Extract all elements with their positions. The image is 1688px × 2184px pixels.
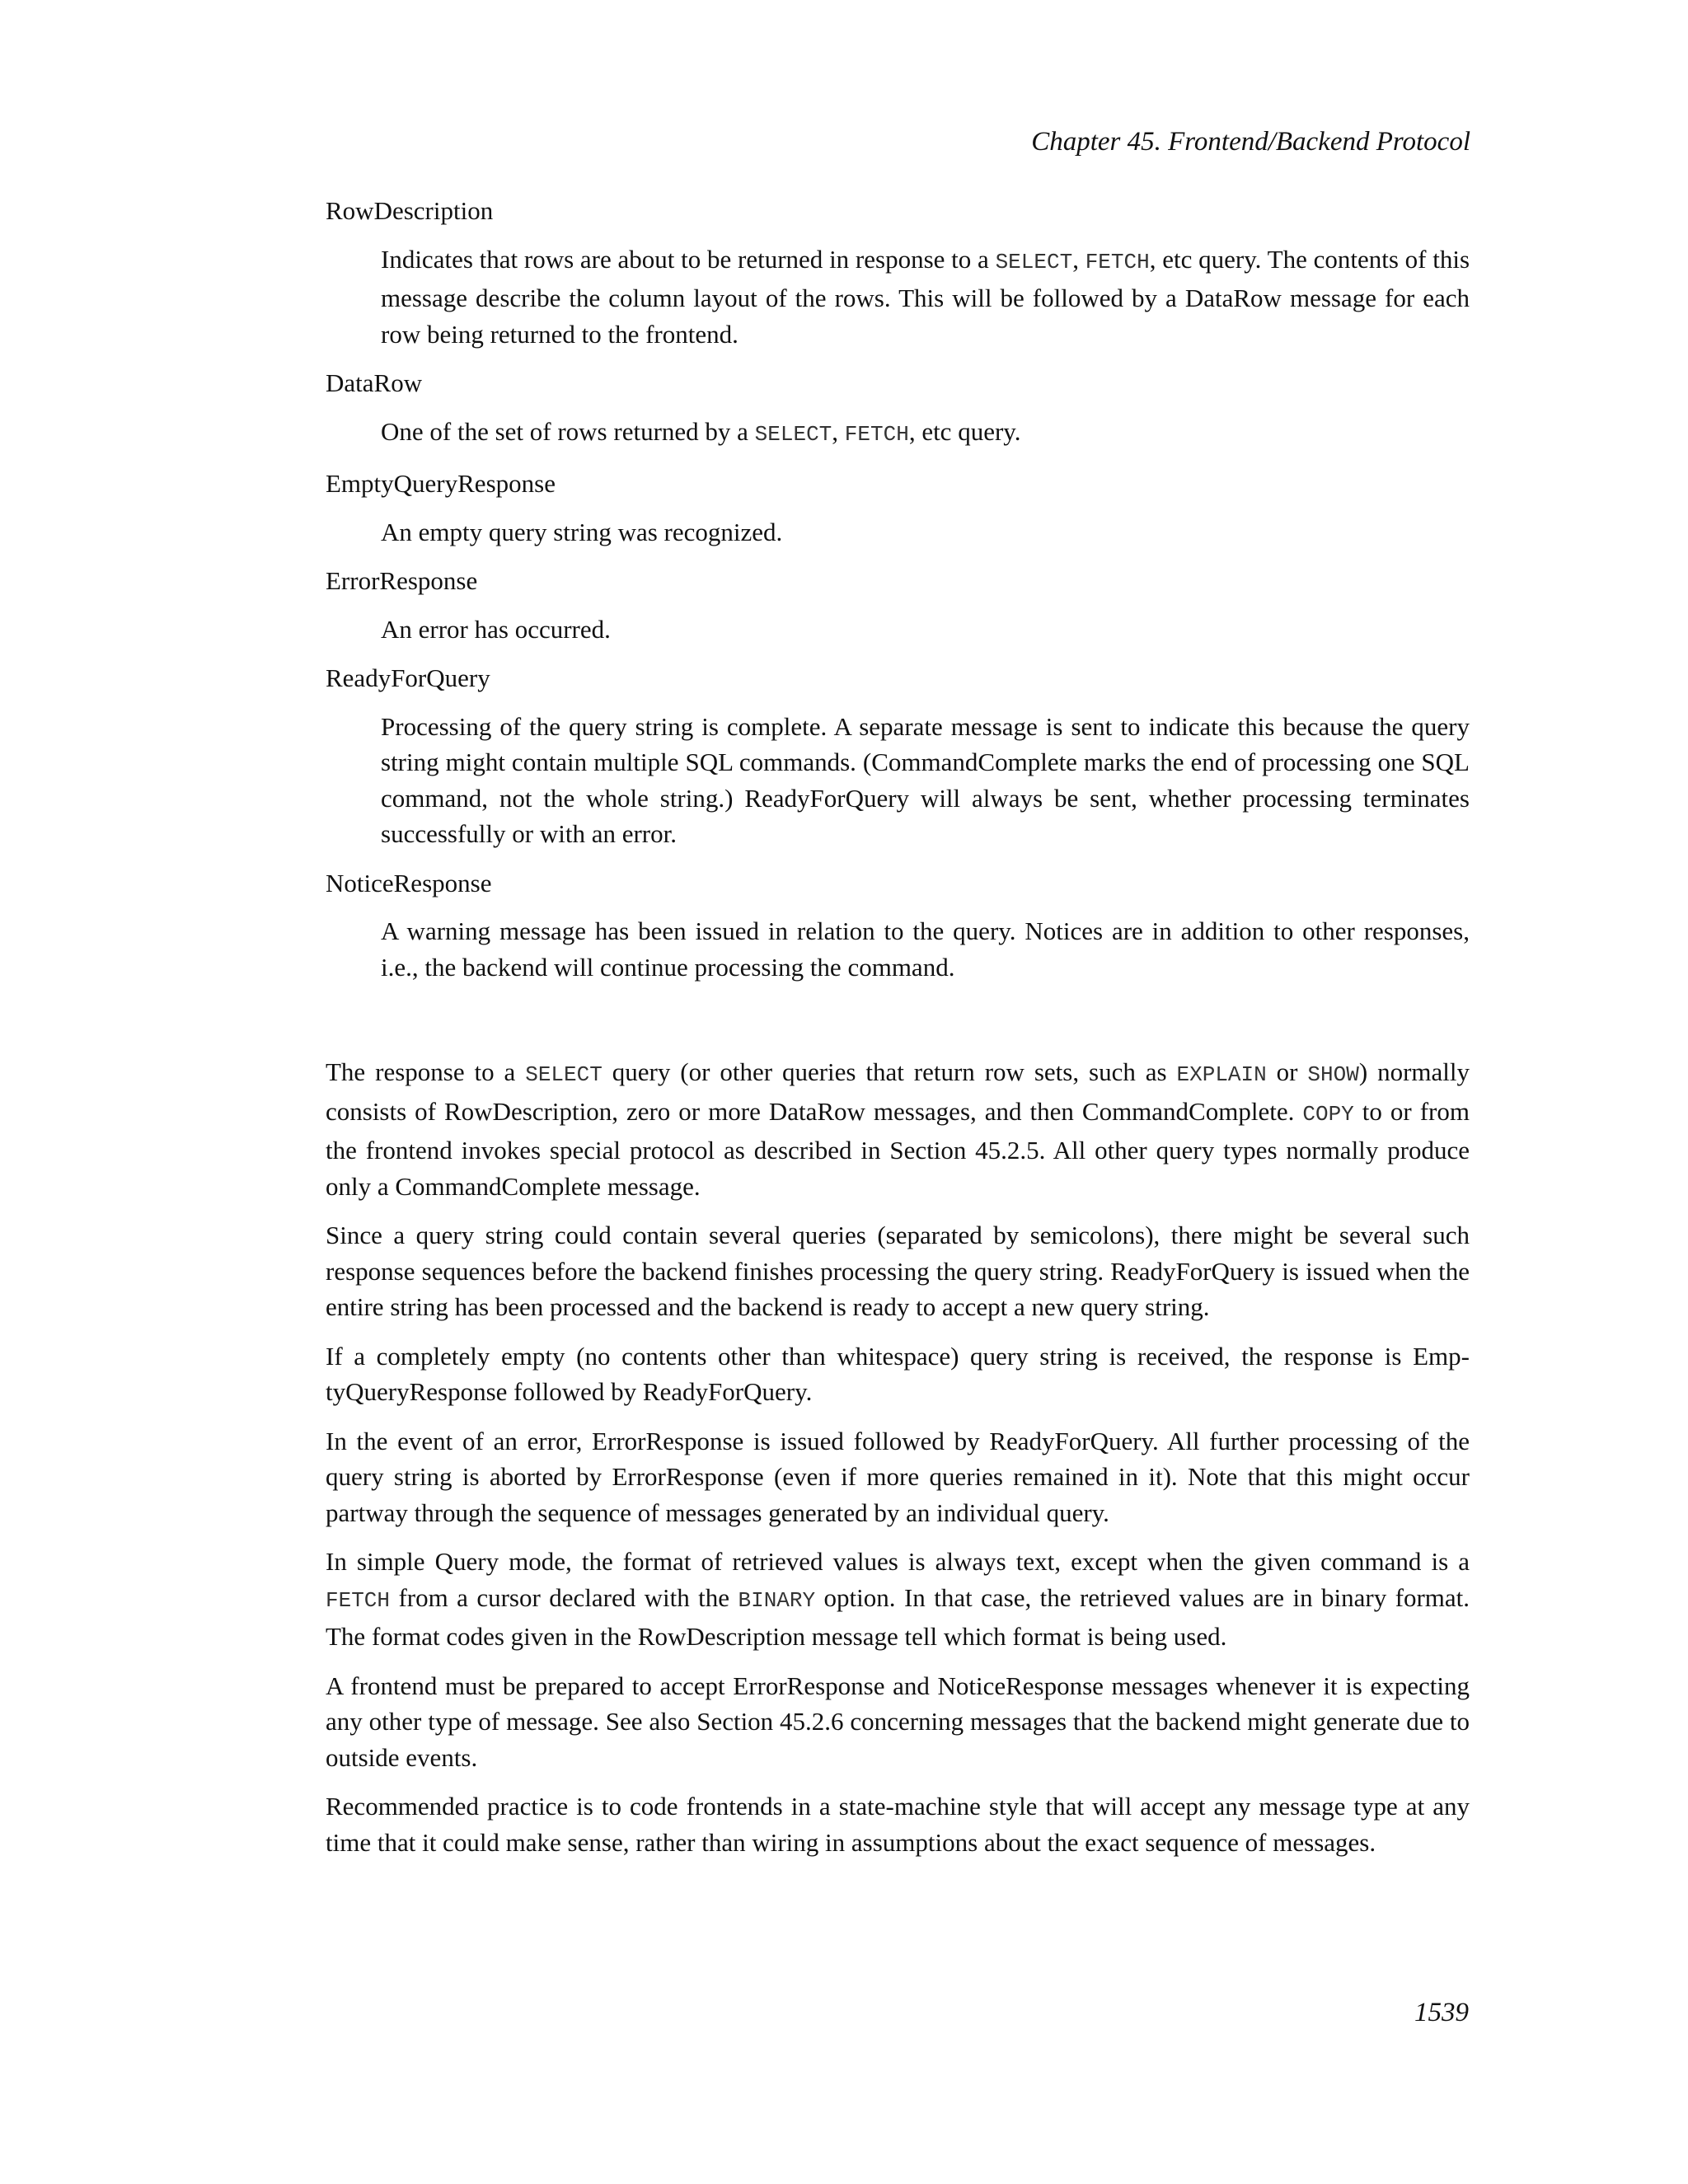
definition-text (381, 913, 1470, 985)
text-run: A warning message has been issued in relation to the query. Notices are in addition to other responses, i.e., the backend will continue processing the command. (381, 916, 1470, 982)
text-run: An error has occurred. (381, 614, 611, 644)
message-definition (381, 414, 1470, 453)
text-run: Since a query string could contain several queries (separated by semicolons), there might be several such response sequences before the backend finishes processing the query string. ReadyForQuery is issued when the entire string has been processed and the backend is ready to accept a new query string. (326, 1221, 1470, 1321)
text-run: In simple Query mode, the format of retrieved values is always text, except when the given command is a (326, 1547, 1470, 1576)
definition-text (381, 709, 1470, 852)
message-term: ErrorResponse (326, 566, 478, 595)
page-content (326, 193, 1470, 1873)
definition-text (381, 414, 1470, 453)
text-run: If a completely empty (no contents other than whitespace) query string is received, the response is EmptyQueryResponse followed by ReadyForQuery. (326, 1341, 1470, 1406)
text-run: or (1266, 1057, 1308, 1086)
message-term: NoticeResponse (326, 868, 492, 898)
text-run: , (832, 416, 845, 446)
text-run: Indicates that rows are about to be returned in response to a (381, 244, 996, 274)
inline-code: FETCH (1085, 249, 1150, 274)
inline-code: SHOW (1307, 1062, 1359, 1087)
text-run: Processing of the query string is complete. A separate message is sent to indicate this because the query string might contain multiple SQL commands. (CommandComplete marks the end of processing one SQL command, not the whole string.) ReadyForQuery will always be sent, whether processing terminates successfully or with an error. (381, 711, 1470, 848)
inline-code: FETCH (326, 1587, 391, 1613)
text-run: Recommended practice is to code frontends in a state-machine style that will accept any message type at any time that it could make sense, rather than wiring in assumptions about the exact sequence of messages. (326, 1792, 1470, 1857)
inline-code: FETCH (844, 421, 909, 447)
body-paragraph (326, 1788, 1470, 1860)
running-header: Chapter 45. Frontend/Backend Protocol (1031, 127, 1470, 157)
message-definition (381, 612, 1470, 648)
message-term: ReadyForQuery (326, 663, 490, 692)
definition-text (381, 241, 1470, 353)
message-definition (381, 514, 1470, 551)
definition-text (381, 612, 1470, 648)
inline-code: SELECT (995, 249, 1073, 274)
definition-text (381, 514, 1470, 551)
text-run: , (1072, 244, 1085, 274)
message-term: EmptyQueryResponse (326, 469, 556, 498)
message-definition (381, 913, 1470, 985)
body-paragraph (326, 1668, 1470, 1776)
section-spacer (326, 998, 1470, 1054)
body-paragraph (326, 1054, 1470, 1204)
body-paragraph (326, 1217, 1470, 1325)
body-paragraph (326, 1338, 1470, 1410)
text-run: A frontend must be prepared to accept ErrorResponse and NoticeResponse messages whenever it is expecting any other type of message. See also Section 45.2.6 concerning messages that the backend might generate due to outside events. (326, 1671, 1470, 1772)
inline-code: SELECT (525, 1062, 603, 1087)
message-term: DataRow (326, 368, 423, 397)
message-definition (381, 709, 1470, 852)
message-definition-list (326, 193, 1470, 985)
text-run: option. In that case, the retrieved values are in binary format. The format codes given in the RowDescription message tell which format is being used. (326, 1582, 1470, 1651)
text-run: One of the set of rows returned by a (381, 416, 755, 446)
text-run: In the event of an error, ErrorResponse is issued followed by ReadyForQuery. All further processing of the query string is aborted by ErrorResponse (even if more queries remained in it). Note that this might occur partway through the sequence of messages generated by an individual query. (326, 1426, 1470, 1527)
inline-code: BINARY (738, 1587, 816, 1613)
text-run: , etc query. (908, 416, 1021, 446)
text-run: An empty query string was recognized. (381, 517, 783, 546)
inline-code: COPY (1302, 1101, 1354, 1127)
text-run: query (or other queries that return row sets, such as (602, 1057, 1177, 1086)
message-term: RowDescription (326, 196, 494, 225)
text-run: , etc query. The contents of this message describe the column layout of the rows. This will be followed by a DataRow message for each row being returned to the frontend. (381, 244, 1470, 349)
body-paragraph (326, 1423, 1470, 1531)
text-run: The response to a (326, 1057, 526, 1086)
text-run: to or from the frontend invokes special protocol as described in Section 45.2.5. All other query types normally produce only a CommandComplete message. (326, 1096, 1470, 1201)
inline-code: EXPLAIN (1176, 1062, 1267, 1087)
page-number: 1539 (1414, 1998, 1469, 2027)
inline-code: SELECT (754, 421, 832, 447)
body-paragraph (326, 1544, 1470, 1655)
text-run: from a cursor declared with the (390, 1582, 738, 1612)
body-paragraphs (326, 1054, 1470, 1860)
text-run: ) normally consists of RowDescription, zero or more DataRow messages, and then CommandComplete. (326, 1057, 1470, 1126)
message-definition (381, 241, 1470, 353)
